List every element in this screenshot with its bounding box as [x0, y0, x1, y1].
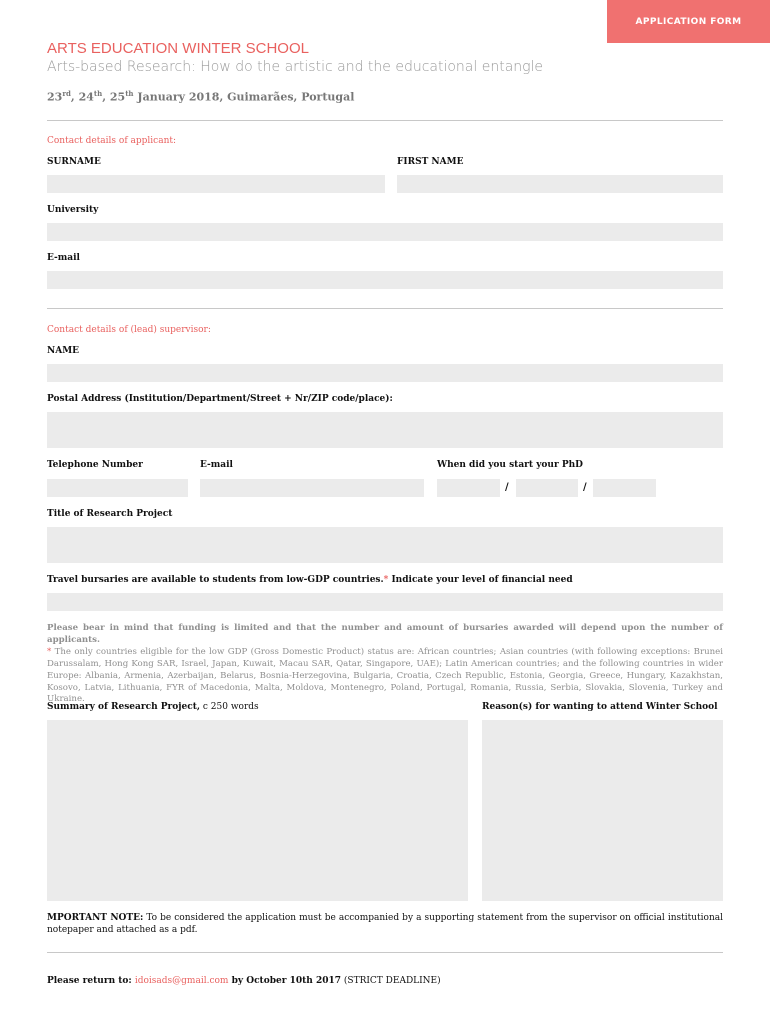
- project-title-input[interactable]: [47, 527, 723, 563]
- important-note: MPORTANT NOTE: To be considered the application must be accompanied by a supporting statement from the supervisor on official institutional notepaper and attached as a pdf.: [47, 913, 724, 935]
- phd-start-label: When did you start your PhD: [437, 460, 583, 470]
- return-instructions: Please return to: idoisads@gmail.com by October 10th 2017 (STRICT DEADLINE): [47, 976, 441, 986]
- page-title: ARTS EDUCATION WINTER SCHOOL: [47, 40, 309, 57]
- reasons-label: Reason(s) for wanting to attend Winter School: [482, 702, 718, 712]
- first-name-label: FIRST NAME: [397, 157, 464, 167]
- summary-label: Summary of Research Project, c 250 words: [47, 702, 259, 712]
- return-email-link[interactable]: idoisads@gmail.com: [134, 976, 229, 986]
- divider: [47, 952, 723, 953]
- phd-start-year-input[interactable]: [593, 479, 656, 497]
- supervisor-name-input[interactable]: [47, 364, 723, 382]
- phd-start-day-input[interactable]: [437, 479, 500, 497]
- project-title-label: Title of Research Project: [47, 509, 173, 519]
- postal-address-label: Postal Address (Institution/Department/Street + Nr/ZIP code/place):: [47, 394, 393, 404]
- date-separator: /: [505, 482, 509, 493]
- reasons-textarea[interactable]: [482, 720, 723, 901]
- bursary-eligibility-note: Please bear in mind that funding is limited and that the number and amount of bursaries awarded will depend upon the number of applicants. * The only countries eligible for the low GDP (Gross Domestic Product) status are: African countries; Asian countries (with following exceptions: Brunei Darussalam, Hong Kong SAR, Israel, Japan, Kuwait, Macau SAR, Qatar, Singapore, UAE); Latin American countries; and the following countries in wider Europe: Albania, Armenia, Azerbaijan, Belarus, Bosnia-Herzegovina, Bulgaria, Croatia, Czech Republic, Estonia, Georgia, Greece, Hungary, Kazakhstan, Kosovo, Latvia, Lithuania, FYR of Macedonia, Malta, Moldova, Montenegro, Poland, Portugal, Romania, Russia, Serbia, Slovakia, Slovenia, Turkey and Ukraine.: [47, 623, 723, 705]
- divider: [47, 120, 723, 121]
- divider: [47, 308, 723, 309]
- postal-address-input[interactable]: [47, 412, 723, 448]
- applicant-section-heading: Contact details of applicant:: [47, 136, 177, 146]
- telephone-label: Telephone Number: [47, 460, 143, 470]
- university-input[interactable]: [47, 223, 723, 241]
- phd-start-month-input[interactable]: [516, 479, 578, 497]
- university-label: University: [47, 205, 99, 215]
- financial-need-input[interactable]: [47, 593, 723, 611]
- applicant-email-input[interactable]: [47, 271, 723, 289]
- surname-input[interactable]: [47, 175, 385, 193]
- application-form-badge: APPLICATION FORM: [607, 0, 770, 43]
- supervisor-section-heading: Contact details of (lead) supervisor:: [47, 325, 211, 335]
- supervisor-email-label: E-mail: [200, 460, 233, 470]
- applicant-email-label: E-mail: [47, 253, 80, 263]
- first-name-input[interactable]: [397, 175, 723, 193]
- page-subtitle: Arts-based Research: How do the artistic and the educational entangle: [47, 59, 544, 75]
- supervisor-name-label: NAME: [47, 346, 80, 356]
- summary-textarea[interactable]: [47, 720, 468, 901]
- bursary-label: Travel bursaries are available to students from low-GDP countries.* Indicate your level of financial need: [47, 575, 573, 585]
- event-dates: 23rd, 24th, 25th January 2018, Guimarães, Portugal: [47, 89, 355, 104]
- surname-label: SURNAME: [47, 157, 101, 167]
- supervisor-email-input[interactable]: [200, 479, 424, 497]
- date-separator: /: [583, 482, 587, 493]
- telephone-input[interactable]: [47, 479, 188, 497]
